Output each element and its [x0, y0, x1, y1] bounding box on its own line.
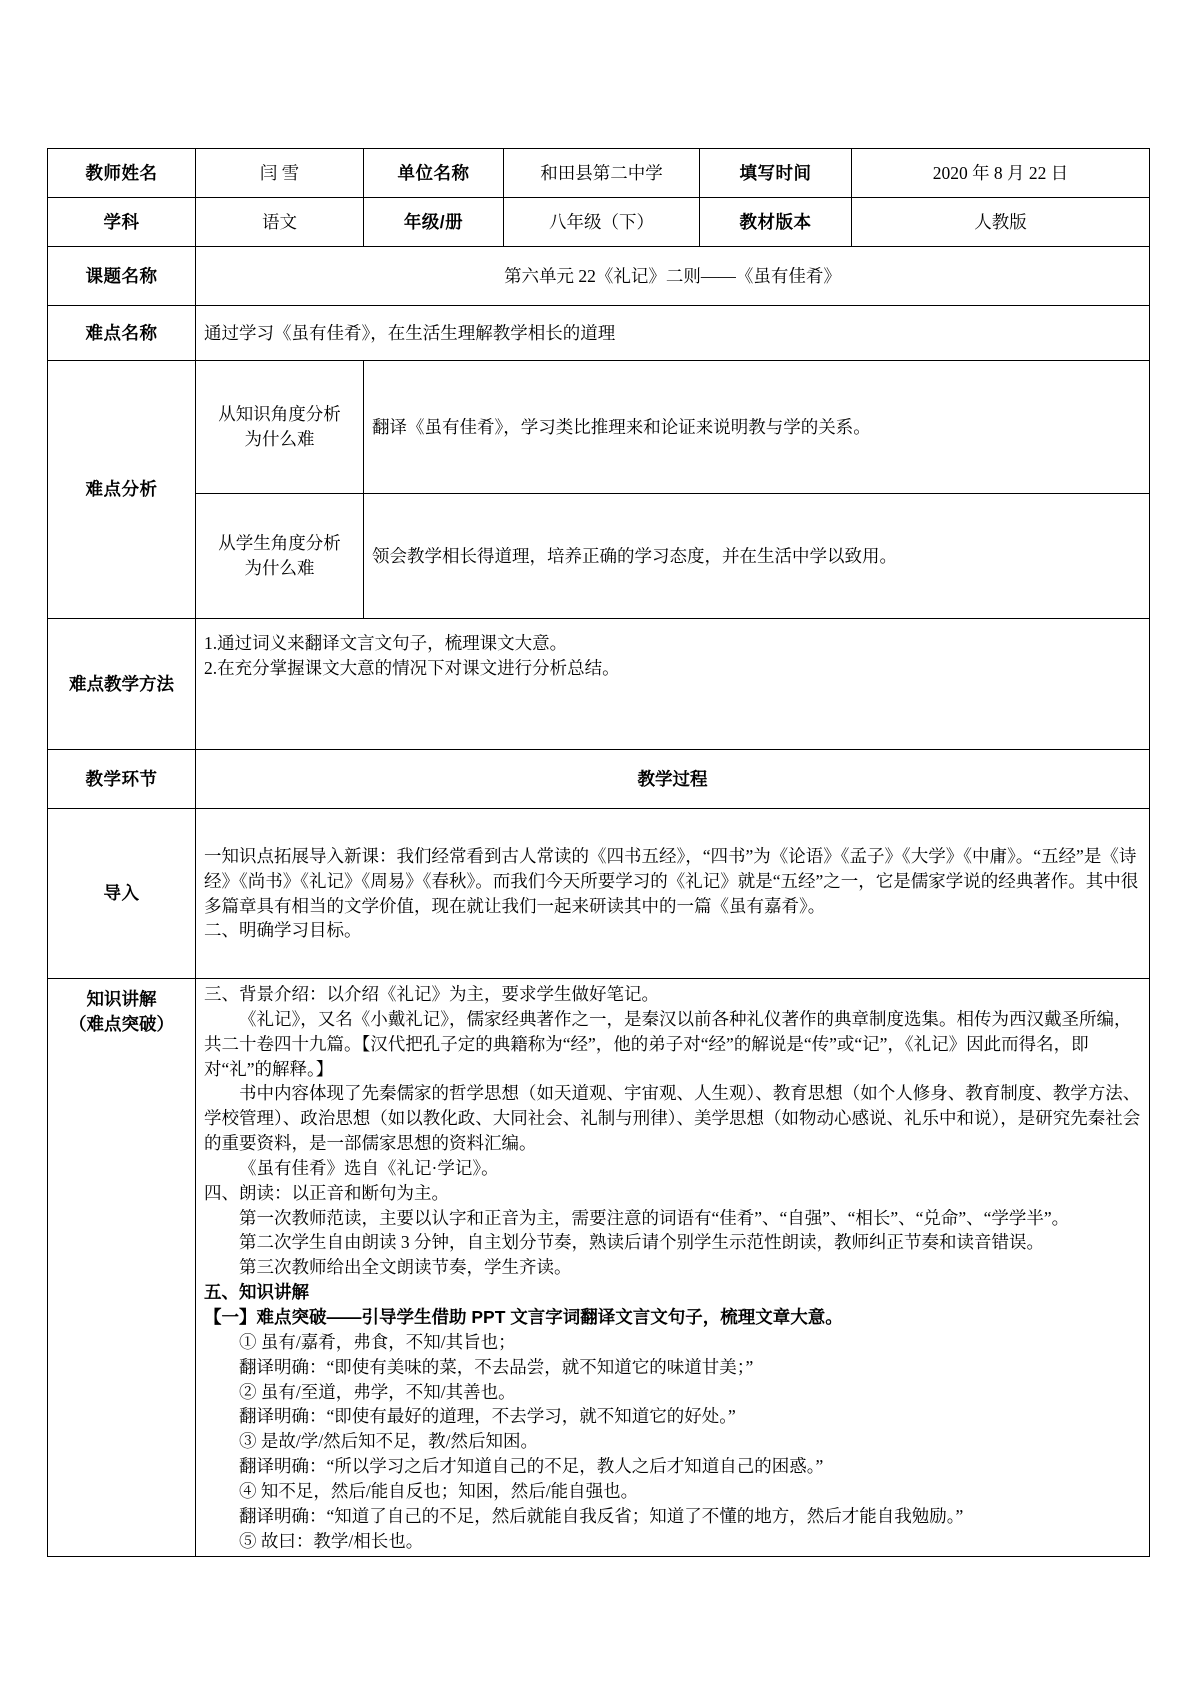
knowledge-line: 翻译明确：“所以学习之后才知道自己的不足，教人之后才知道自己的困惑。”: [239, 1456, 824, 1477]
analysis-student-sublabel-line2: 为什么难: [244, 558, 315, 578]
difficulty-name-value: 通过学习《虽有佳肴》，在生活生理解教学相长的道理: [196, 306, 1150, 361]
unit-name-value: 和田县第二中学: [504, 149, 700, 198]
table-row-intro: [48, 809, 1150, 979]
grade-value: 八年级（下）: [504, 198, 700, 247]
knowledge-line: 翻译明确：“知道了自己的不足，然后就能自我反省；知道了不懂的地方，然后才能自我勉励。”: [239, 1505, 964, 1526]
knowledge-line: ② 虽有/至道，弗学，不知/其善也。: [239, 1381, 516, 1402]
subject-label: 学科: [48, 198, 196, 247]
knowledge-line: ① 虽有/嘉肴，弗食，不知/其旨也；: [239, 1331, 516, 1352]
teaching-link-label: 教学环节: [48, 750, 196, 809]
intro-value: [196, 809, 1150, 979]
intro-paragraph-2: 二、明确学习目标。: [204, 920, 362, 941]
teaching-method-line-2: 2.在充分掌握课文大意的情况下对课文进行分析总结。: [204, 657, 620, 678]
analysis-student-value: 领会教学相长得道理，培养正确的学习态度，并在生活中学以致用。: [364, 494, 1150, 619]
knowledge-line: 三、背景介绍：以介绍《礼记》为主，要求学生做好笔记。: [204, 984, 659, 1004]
knowledge-line: ④ 知不足，然后/能自反也；知困，然后/能自强也。: [239, 1480, 639, 1501]
knowledge-label-line1: 知识讲解: [86, 989, 157, 1009]
table-row-teacher-info: [48, 149, 1150, 198]
intro-label: 导入: [48, 809, 196, 979]
table-row-knowledge: [48, 979, 1150, 1557]
knowledge-line: ③ 是故/学/然后知不足，教/然后知困。: [239, 1431, 538, 1452]
analysis-student-sublabel: [196, 494, 364, 619]
topic-label: 课题名称: [48, 247, 196, 306]
table-row-analysis-student: [48, 494, 1150, 619]
difficulty-analysis-label: 难点分析: [48, 361, 196, 619]
knowledge-line: 【一】难点突破——引导学生借助 PPT 文言字词翻译文言文句子，梳理文章大意。: [204, 1306, 843, 1327]
analysis-knowledge-sublabel: [196, 361, 364, 494]
knowledge-line: 《礼记》，又名《小戴礼记》，儒家经典著作之一，是秦汉以前各种礼仪著作的典章制度选集。相传为西汉戴圣所编，共二十卷四十九篇。【汉代把孔子定的典籍称为“经”，他的弟子对“经”的解说是“传”或“记”，《礼记》因此而得名，即对“礼”的解释。】: [204, 1008, 1132, 1079]
difficulty-name-label: 难点名称: [48, 306, 196, 361]
teaching-method-line-1: 1.通过词义来翻译文言文句子，梳理课文大意。: [204, 633, 568, 653]
knowledge-line: 《虽有佳肴》选自《礼记·学记》。: [239, 1157, 499, 1178]
teaching-method-label: 难点教学方法: [48, 619, 196, 750]
knowledge-line: 第三次教师给出全文朗读节奏，学生齐读。: [239, 1257, 572, 1278]
textbook-label: 教材版本: [700, 198, 852, 247]
subject-value: 语文: [196, 198, 364, 247]
teacher-name-value: 闫 雪: [196, 149, 364, 198]
teacher-name-label: 教师姓名: [48, 149, 196, 198]
fill-time-label: 填写时间: [700, 149, 852, 198]
topic-value: 第六单元 22《礼记》二则——《虽有佳肴》: [196, 247, 1150, 306]
grade-label: 年级/册: [364, 198, 504, 247]
knowledge-line: 第一次教师范读，主要以认字和正音为主，需要注意的词语有“佳肴”、“自强”、“相长”、“兑命”、“学学半”。: [239, 1207, 1070, 1228]
table-row-process-header: [48, 750, 1150, 809]
knowledge-line: 翻译明确：“即使有最好的道理，不去学习，就不知道它的好处。”: [239, 1406, 736, 1427]
unit-name-label: 单位名称: [364, 149, 504, 198]
knowledge-line: ⑤ 故曰：教学/相长也。: [239, 1530, 424, 1551]
knowledge-label: [48, 979, 196, 1557]
analysis-student-sublabel-line1: 从学生角度分析: [218, 533, 341, 554]
analysis-knowledge-sublabel-line2: 为什么难: [244, 429, 315, 449]
knowledge-line: 四、朗读：以正音和断句为主。: [204, 1182, 449, 1203]
teaching-method-value: [196, 619, 1150, 750]
analysis-knowledge-sublabel-line1: 从知识角度分析: [218, 404, 341, 425]
textbook-value: 人教版: [852, 198, 1150, 247]
knowledge-line: 翻译明确：“即使有美味的菜，不去品尝，就不知道它的味道甘美；”: [239, 1356, 754, 1377]
table-row-teaching-method: [48, 619, 1150, 750]
lesson-plan-table: [47, 148, 1150, 1557]
table-row-analysis-knowledge: [48, 361, 1150, 494]
table-row-difficulty-name: [48, 306, 1150, 361]
teaching-process-label: 教学过程: [196, 750, 1150, 809]
table-row-topic: [48, 247, 1150, 306]
knowledge-line: 书中内容体现了先秦儒家的哲学思想（如天道观、宇宙观、人生观）、教育思想（如个人修身、教育制度、教学方法、学校管理）、政治思想（如以教化政、大同社会、礼制与刑律）、美学思想（如物动心感说、礼乐中和说），是研究先秦社会的重要资料，是一部儒家思想的资料汇编。: [204, 1083, 1141, 1154]
analysis-knowledge-value: 翻译《虽有佳肴》，学习类比推理来和论证来说明教与学的关系。: [364, 361, 1150, 494]
fill-time-value: 2020 年 8 月 22 日: [852, 149, 1150, 198]
knowledge-content: [196, 979, 1150, 1557]
knowledge-line: 五、知识讲解: [204, 1282, 309, 1303]
intro-paragraph-1: 一知识点拓展导入新课：我们经常看到古人常读的《四书五经》，“四书”为《论语》《孟子》《大学》《中庸》。“五经”是《诗经》《尚书》《礼记》《周易》《春秋》。而我们今天所要学习的《礼记》就是“五经”之一，它是儒家学说的经典著作。其中很多篇章具有相当的文学价值，现在就让我们一起来研读其中的一篇《虽有嘉肴》。: [204, 845, 1139, 916]
knowledge-label-line2: （难点突破）: [69, 1013, 174, 1034]
knowledge-line: 第二次学生自由朗读 3 分钟，自主划分节奏，熟读后请个别学生示范性朗读，教师纠正节奏和读音错误。: [239, 1232, 1044, 1253]
table-row-subject-info: [48, 198, 1150, 247]
